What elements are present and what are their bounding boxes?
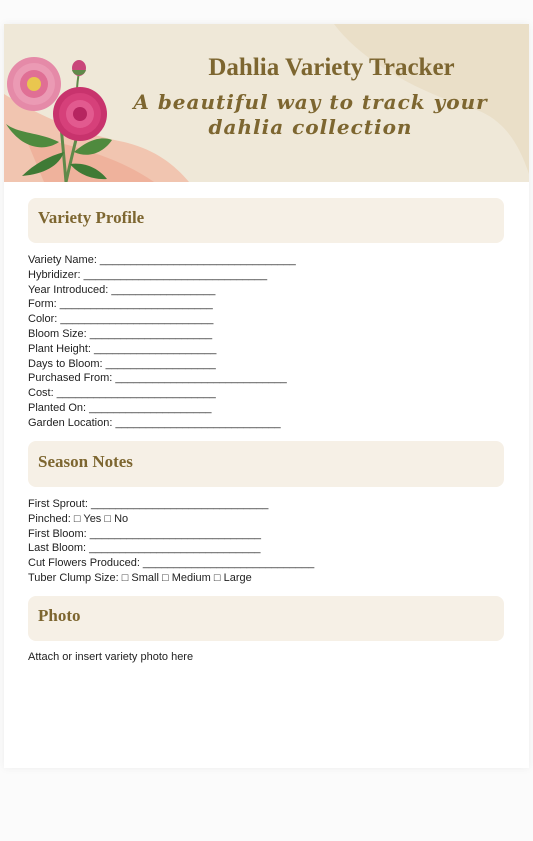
subtitle-line-2: dahlia collection [208, 115, 413, 139]
field-first-sprout[interactable]: First Sprout: _____________________________ [28, 498, 269, 510]
field-purchased-from[interactable]: Purchased From: ____________________________ [28, 372, 287, 385]
field-cost[interactable]: Cost: __________________________ [28, 387, 216, 400]
field-first-bloom[interactable]: First Bloom: ____________________________ [28, 527, 262, 540]
field-planted-on[interactable]: Planted On: ____________________ [28, 401, 212, 414]
field-variety-name[interactable]: Variety Name: ________________________________ [28, 254, 296, 266]
field-days-to-bloom[interactable]: Days to Bloom: __________________ [28, 357, 216, 370]
field-color[interactable]: Color: _________________________ [28, 313, 214, 326]
season-notes-header [28, 441, 504, 487]
field-hybridizer[interactable]: Hybridizer: ______________________________ [28, 268, 268, 281]
season-notes-fields [28, 497, 314, 586]
field-cut-flowers-produced[interactable]: Cut Flowers Produced: ____________________________ [28, 557, 315, 570]
header-banner [4, 24, 529, 182]
photo-placeholder-text[interactable]: Attach or insert variety photo here [28, 651, 194, 663]
section-title-season-notes: Season Notes [38, 452, 133, 471]
field-garden-location[interactable]: Garden Location: ___________________________ [28, 416, 281, 429]
page-subtitle [132, 90, 489, 140]
page-title: Dahlia Variety Tracker [208, 54, 455, 81]
field-bloom-size[interactable]: Bloom Size: ____________________ [28, 327, 213, 340]
field-plant-height[interactable]: Plant Height: ____________________ [28, 342, 217, 355]
section-title-variety-profile: Variety Profile [38, 208, 145, 227]
photo-header [28, 596, 504, 641]
field-pinched[interactable]: Pinched: □ Yes □ No [28, 512, 129, 525]
field-form[interactable]: Form: _________________________ [28, 298, 213, 311]
field-year-introduced[interactable]: Year Introduced: _________________ [28, 283, 216, 296]
subtitle-line-1: A beautiful way to track your [133, 90, 488, 114]
field-tuber-clump-size[interactable]: Tuber Clump Size: □ Small □ Medium □ Large [28, 571, 252, 584]
field-last-bloom[interactable]: Last Bloom: ____________________________ [28, 542, 261, 555]
tracker-page [4, 24, 529, 768]
variety-profile-header [28, 198, 504, 243]
variety-profile-fields [28, 253, 296, 431]
section-title-photo: Photo [38, 606, 81, 625]
